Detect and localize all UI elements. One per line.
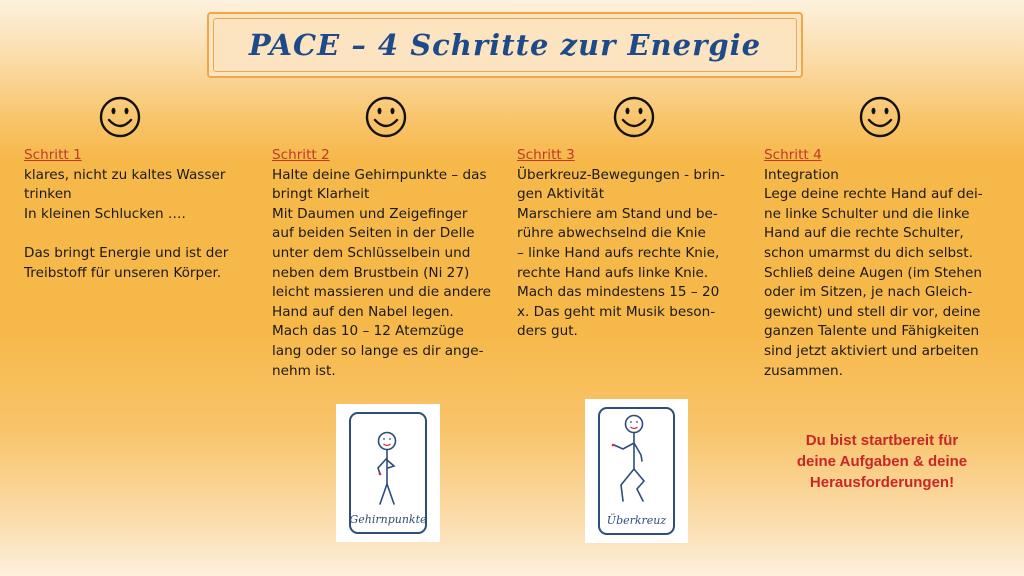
step-4-line: oder im Sitzen, je nach Gleich-: [764, 284, 973, 301]
step-4-line: zusammen.: [764, 362, 843, 379]
step-2-line: unter dem Schlüsselbein und: [272, 244, 471, 261]
card-label: Gehirnpunkte: [349, 513, 427, 526]
title-banner: [207, 12, 803, 78]
step-2-label: Schritt 2: [272, 147, 330, 163]
step-3-line: ders gut.: [517, 323, 578, 340]
card-label: Überkreuz: [606, 514, 667, 527]
final-message-line: Du bist startbereit für: [805, 432, 959, 449]
step-1-column: [24, 146, 256, 283]
step-1-line: trinken: [24, 186, 72, 203]
step-1-spacer: [24, 224, 256, 244]
step-2-line: Halte deine Gehirnpunkte – das: [272, 166, 487, 183]
step-3-line: Mach das mindestens 15 – 20: [517, 284, 720, 301]
step-3-column: [517, 146, 749, 342]
final-message-line: deine Aufgaben & deine: [796, 453, 968, 470]
step-2-line: lang oder so lange es dir ange-: [272, 342, 484, 359]
smiley-icon: [98, 95, 142, 139]
gehirnpunkte-card: [336, 404, 440, 542]
step-4-line: schon umarmst du dich selbst.: [764, 244, 973, 261]
step-2-line: nehm ist.: [272, 362, 336, 379]
step-2-line: Hand auf den Nabel legen.: [272, 303, 454, 320]
title-banner-inner: [213, 18, 797, 72]
step-1-line: klares, nicht zu kaltes Wasser: [24, 166, 226, 183]
step-3-line: x. Das geht mit Musik beson-: [517, 303, 716, 320]
step-3-line: rühre abwechselnd die Knie: [517, 225, 706, 242]
step-1-line: Das bringt Energie und ist der: [24, 244, 229, 261]
smiley-icon: [612, 95, 656, 139]
step-4-line: Hand auf die rechte Schulter,: [764, 225, 964, 242]
page-title: PACE – 4 Schritte zur Energie: [248, 28, 762, 62]
step-2-column: [272, 146, 504, 381]
step-1-line: Treibstoff für unseren Körper.: [24, 264, 222, 281]
step-4-line: Schließ deine Augen (im Stehen: [764, 264, 982, 281]
step-3-line: rechte Hand aufs linke Knie.: [517, 264, 709, 281]
step-3-line: gen Aktivität: [517, 186, 605, 203]
final-message: [762, 430, 1002, 493]
smiley-icon: [858, 95, 902, 139]
final-message-line: Herausforderungen!: [809, 474, 955, 491]
step-3-label: Schritt 3: [517, 147, 575, 163]
step-4-line: Lege deine rechte Hand auf dei-: [764, 186, 983, 203]
step-4-line: Integration: [764, 166, 839, 183]
step-2-line: Mach das 10 – 12 Atemzüge: [272, 323, 464, 340]
step-3-line: – linke Hand aufs rechte Knie,: [517, 244, 720, 261]
ueberkreuz-card: [585, 399, 688, 543]
step-4-line: gewicht) und stell dir vor, deine: [764, 303, 981, 320]
step-2-line: Mit Daumen und Zeigefinger: [272, 205, 468, 222]
step-1-line: In kleinen Schlucken ….: [24, 205, 186, 222]
step-2-line: auf beiden Seiten in der Delle: [272, 225, 475, 242]
step-3-line: Überkreuz-Bewegungen - brin-: [517, 166, 725, 183]
step-1-label: Schritt 1: [24, 147, 82, 163]
step-4-line: ne linke Schulter und die linke: [764, 205, 970, 222]
step-4-line: sind jetzt aktiviert und arbeiten: [764, 342, 979, 359]
step-2-line: neben dem Brustbein (Ni 27): [272, 264, 470, 281]
step-3-line: Marschiere am Stand und be-: [517, 205, 718, 222]
step-4-column: [764, 146, 996, 381]
step-4-line: ganzen Talente und Fähigkeiten: [764, 323, 980, 340]
step-2-line: leicht massieren und die andere: [272, 284, 491, 301]
step-2-line: bringt Klarheit: [272, 186, 370, 203]
step-4-label: Schritt 4: [764, 147, 822, 163]
smiley-icon: [364, 95, 408, 139]
